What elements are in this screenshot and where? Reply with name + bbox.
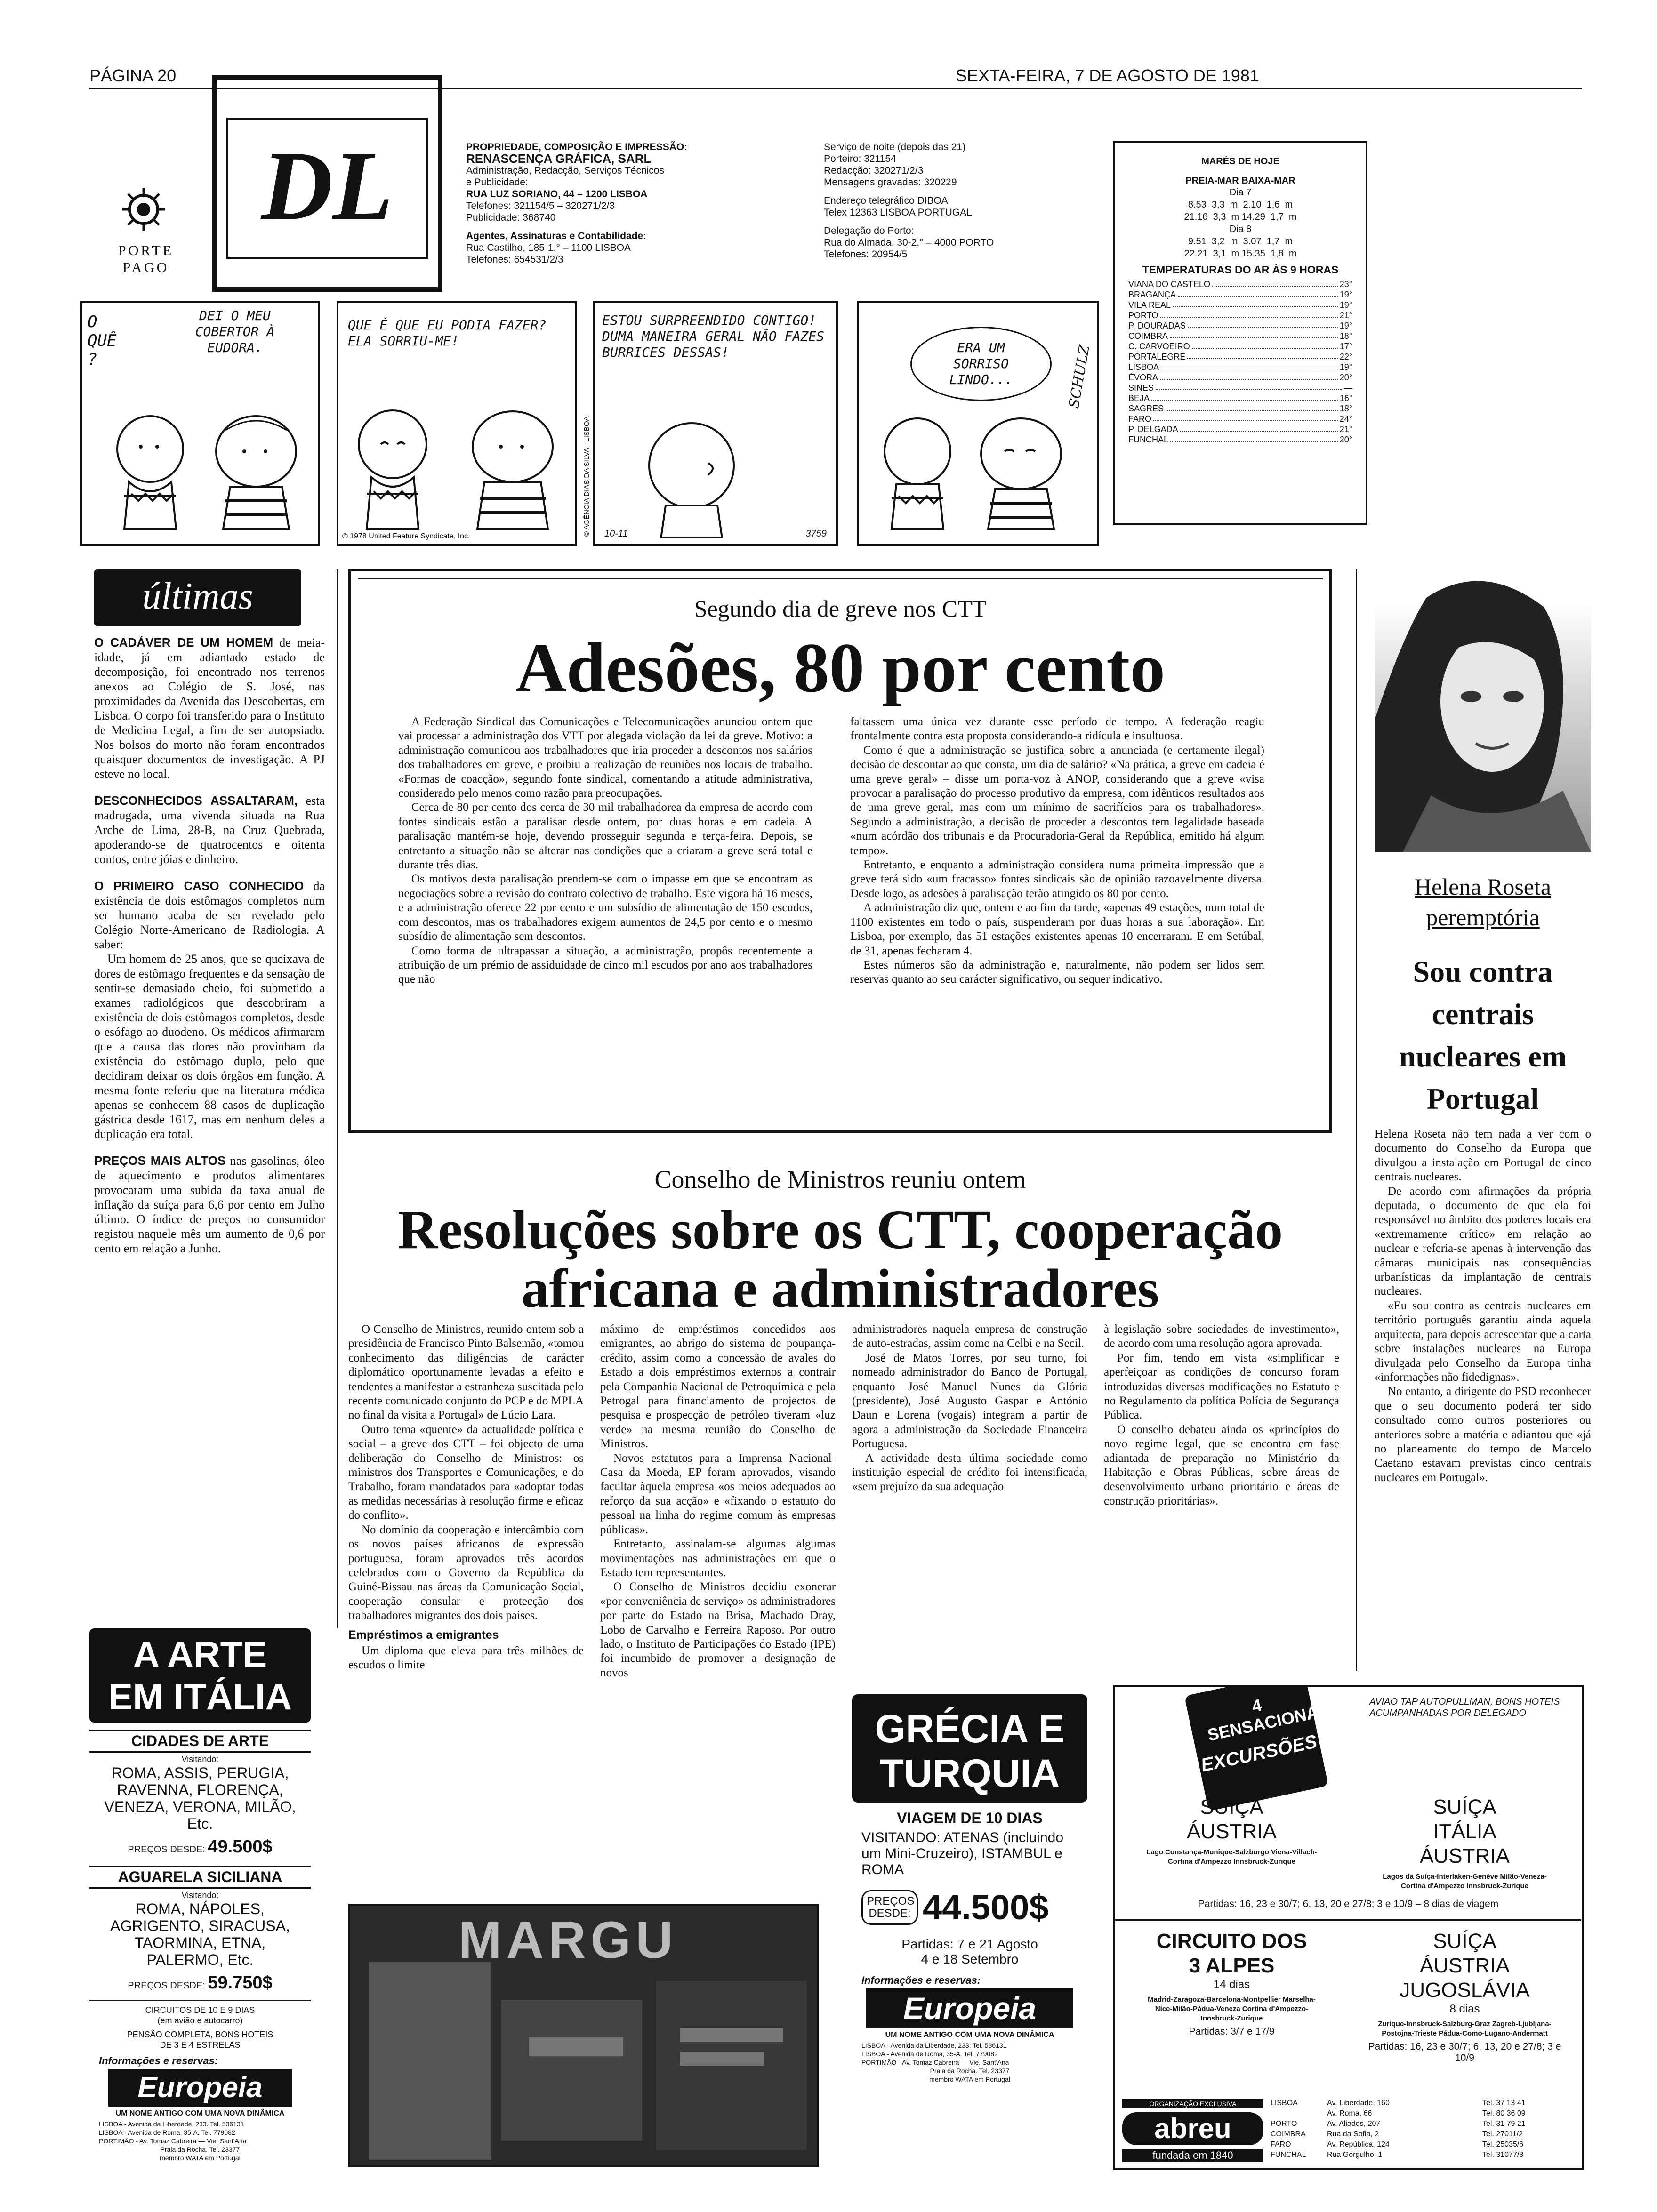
mast-line: Delegação do Porto:: [824, 225, 914, 236]
tour-desc: Madrid-Zaragoza-Barcelona-Montpellier Marselha-Nice-Milão-Pádua-Veneza Cortina d'Ampezzo-Innsbruck-Zurique: [1148, 1996, 1316, 2022]
tour-title: SUÍÇA ÁUSTRIA: [1187, 1795, 1277, 1843]
temp-city: VILA REAL: [1128, 300, 1171, 310]
tour-title: SUÍÇA ÁUSTRIA JUGOSLÁVIA: [1400, 1930, 1530, 2002]
ad-grecia-turquia: [852, 1694, 1087, 2170]
ad-badge-text: 4 SENSACIONAIS: [1206, 1695, 1336, 1745]
ad-price-label: PREÇOS DESDE:: [861, 1890, 918, 1925]
photo-helena-roseta: [1375, 569, 1591, 852]
temp-city: SINES: [1128, 383, 1154, 393]
temp-row: [1128, 434, 1352, 445]
speech-bubble: ESTOU SURPREENDIDO CONTIGO! DUMA MANEIRA GERAL NÃO FAZES BURRICES DESSAS!: [602, 313, 825, 360]
ultimas-item: [94, 1154, 325, 1256]
mast-line: Porteiro: 321154: [824, 153, 896, 164]
paragraph: Os motivos desta paralisação prendem-se com o impasse em que se encontram as negociações sobre a revisão do contrato colectivo de trabalho. Este vigora há 16 meses, e a administração oferece 22 por cento e um subsídio de alimentação de 150 escudos, com descontos, mas os trabalhadores exigem aumentos de 24,5 por cento e o mesmo subsídio de alimentação sem descontos.: [398, 873, 812, 943]
temp-value: 20°: [1339, 435, 1352, 444]
office-city: PORTO: [1271, 2120, 1297, 2128]
temp-row: [1128, 341, 1352, 352]
dot-leader: [1187, 352, 1337, 359]
temp-row: [1128, 331, 1352, 341]
dot-leader: [1160, 372, 1338, 380]
temp-row: [1128, 424, 1352, 434]
story2-headline: Resoluções sobre os CTT, cooperação africana e administradores: [397, 1199, 1283, 1319]
temp-city: FUNCHAL: [1128, 435, 1169, 444]
temp-value: 16°: [1339, 393, 1352, 403]
office-phone: Tel. 31077/8: [1482, 2151, 1524, 2159]
ultimas-column: [94, 635, 325, 1256]
tide-row: 22.21 3,1 m 15.35 1,8 m: [1184, 248, 1297, 259]
temperature-list: [1128, 279, 1352, 445]
ad-margu-title: MARGU: [458, 1911, 678, 1969]
temp-row: [1128, 300, 1352, 310]
temp-row: [1128, 372, 1352, 383]
paragraph: A administração diz que, ontem e ao fim da tarde, «apenas 49 estações, num total de 1100 existentes em todo o país, suspenderam por duas horas a sua laboração». Em Lisboa, por exemplo, das 51 estações existentes apenas 10 encerraram. E em Setúbal, de 31, apenas fecharam 4.: [850, 901, 1264, 957]
office-phone: Tel. 37 13 41: [1482, 2099, 1526, 2107]
ad-section-title: CIDADES DE ARTE: [89, 1730, 311, 1753]
ad-member: membro WATA em Portugal: [160, 2154, 241, 2162]
office-phone: Tel. 80 36 09: [1482, 2109, 1526, 2117]
linus-figure: [211, 411, 301, 534]
tide-row: 9.51 3,2 m 3.07 1,7 m: [1188, 236, 1293, 247]
mast-line: Administração, Redacção, Serviços Técnicos: [466, 165, 664, 176]
column-rule: [337, 569, 338, 1628]
weather-box: [1113, 141, 1367, 525]
office-address: Av. Aliados, 207: [1327, 2120, 1381, 2128]
paragraph: O conselho debateu ainda os «princípios do novo regime legal, que se encontra em fase adiantada de preparação no Ministério da Habitação e Obras Públicas, sobre áreas de desenvolvimento urbano prioritário e áreas de construção prioritárias».: [1104, 1423, 1339, 1507]
office-city: [1271, 2108, 1327, 2119]
office-row: [1271, 2150, 1577, 2160]
tour-departures: Partidas: 3/7 e 17/9: [1189, 2026, 1275, 2037]
office-city: LISBOA: [1271, 2099, 1298, 2107]
mast-line: Rua do Almada, 30-2.° – 4000 PORTO: [824, 237, 994, 248]
ad-abreu-excursoes: [1113, 1685, 1584, 2170]
temp-value: 19°: [1339, 362, 1352, 372]
temp-row: [1128, 362, 1352, 372]
ad-visiting: VISITANDO: ATENAS (incluindo um Mini-Cruzeiro), ISTAMBUL e ROMA: [861, 1830, 1064, 1877]
dot-leader: [1170, 434, 1338, 442]
ad-info: Informações e reservas:: [861, 1974, 981, 1986]
temp-value: 18°: [1339, 331, 1352, 341]
paragraph: O Conselho de Ministros decidiu exonerar «por conveniência de serviço» os administradores por parte do Estado na Brisa, Machado Dray, Lobo de Carvalho e Ferreira Raposo. Por outro lado, o Instituto de Participações do Estado (IPE) foi incumbido de promover a designação de novos: [600, 1580, 836, 1679]
tide-row: Dia 8: [1229, 224, 1252, 234]
paragraph: administradores naquela empresa de construção de auto-estradas, assim como na Celbi e na Secil.: [852, 1323, 1087, 1350]
page-date: SEXTA-FEIRA, 7 DE AGOSTO DE 1981: [956, 66, 1259, 85]
ad-title: A ARTE: [133, 1634, 267, 1675]
ad-cities: ROMA, NÁPOLES, AGRIGENTO, SIRACUSA, TAORMINA, ETNA, PALERMO, Etc.: [110, 1900, 290, 1968]
ultimas-lead: DESCONHECIDOS ASSALTARAM,: [94, 793, 298, 808]
ad-price-row: [89, 1973, 311, 1993]
temp-city: FARO: [1128, 414, 1152, 424]
ultimas-lead: PREÇOS MAIS ALTOS: [94, 1154, 226, 1168]
office-row: [1271, 2140, 1577, 2150]
dot-leader: [1153, 414, 1338, 421]
paragraph: O Conselho de Ministros, reunido ontem sob a presidência de Francisco Pinto Balsemão, «tomou conhecimento das diligências de carácter diplomático oportunamente levadas a efeito e tendentes a manifestar a estranheza suscitada pelo recente comunicado conjunto do PCP e do MPLA no final da visita a Portugal» de Lúcio Lara.: [348, 1323, 584, 1422]
ad-visiting: Visitando:: [181, 1755, 219, 1764]
tides-subtitle: PREIA-MAR BAIXA-MAR: [1185, 176, 1295, 186]
ad-price: 44.500$: [923, 1888, 1049, 1927]
story-cttt-strike: [348, 569, 1332, 1133]
column-rule: [1356, 569, 1357, 1671]
comic-date-mark: 10-11: [604, 529, 628, 539]
tour-desc: Lagos da Suíça-Interlaken-Genève Milão-Veneza-Cortina d'Ampezzo Innsbruck-Zurique: [1383, 1873, 1547, 1890]
dl-logo: DL: [261, 131, 393, 240]
charlie-brown-figure: [637, 421, 746, 538]
ultimas-text: de meia-idade, já em adiantado estado de decomposição, foi encontrado nos terrenos anexos ao Colégio de S. José, nas proximidades da Avenida das Descobertas, em Lisboa. O corpo foi transferido para o Instituto de Medicina Legal, a fim de ser autopsiado. Nos bolsos do morto não foram encontrados quaisquer documentos de investigação. A PJ esteve no local.: [94, 636, 325, 781]
ad-badge-text: EXCURSÕES: [1199, 1731, 1319, 1776]
office-city: FARO: [1271, 2140, 1291, 2148]
dot-leader: [1173, 300, 1338, 307]
office-address: Av. Roma, 66: [1327, 2109, 1372, 2117]
ad-body: [852, 1810, 1087, 2085]
ad-pension: DE 3 E 4 ESTRELAS: [160, 2040, 241, 2050]
tides-title: MARÉS DE HOJE: [1201, 156, 1279, 167]
ad-trip: VIAGEM DE 10 DIAS: [897, 1810, 1043, 1827]
paragraph: No entanto, a dirigente do PSD reconhecer que o seu documento poderá ter sido consultado como outros posteriores ou anteriores sobre a matéria e adiantou que «já no planeamento do tempo de Marcelo Caetano estavam previstas cinco centrais nucleares em Portugal».: [1375, 1385, 1591, 1484]
comic-panel-4: [857, 301, 1099, 546]
paragraph: máximo de empréstimos concedidos aos emigrantes, ao abrigo do sistema de poupança-crédito, assim como a concessão de avales do Estado a dois empréstimos externos a contrair pela Companhia Nacional de Petroquímica e pela Petrogal para financiamento de projectos de pesquisa e prospecção de petróleo tiveram «luz verde» na mesma reunião do Conselho de Ministros.: [600, 1323, 836, 1451]
tide-row: 21.16 3,3 m 14.29 1,7 m: [1184, 212, 1297, 222]
dot-leader: [1156, 383, 1342, 390]
paragraph: A actividade desta última sociedade como instituição especial de crédito foi intensificada, «sem prejuízo da sua adequação: [852, 1451, 1087, 1493]
temp-city: P. DOURADAS: [1128, 321, 1186, 330]
mast-line: PROPRIEDADE, COMPOSIÇÃO E IMPRESSÃO:: [466, 142, 688, 152]
mast-line: RENASCENÇA GRÁFICA, SARL: [466, 152, 652, 166]
mast-line: Endereço telegráfico DIBOA: [824, 195, 948, 206]
temp-row: [1128, 383, 1352, 393]
paragraph: Um diploma que eleva para três milhões de escudos o limite: [348, 1644, 584, 1672]
story1-col1: [398, 715, 812, 1124]
mast-line: RUA LUZ SORIANO, 44 – 1200 LISBOA: [466, 189, 648, 200]
comic-panel-2: [337, 301, 577, 546]
abreu-org: ORGANIZAÇÃO EXCLUSIVA: [1122, 2099, 1263, 2108]
temp-row: [1128, 310, 1352, 321]
europeia-logo: Europeia: [866, 1988, 1073, 2028]
comic-agency: © AGÊNCIA DIAS DA SILVA - LISBOA: [583, 416, 591, 537]
ad-arte-italia: [89, 1628, 311, 2170]
ad-body: [89, 1730, 311, 2164]
comic-panel-1: [80, 301, 320, 546]
mast-line: e Publicidade:: [466, 177, 528, 188]
tour-title: CIRCUITO DOS 3 ALPES: [1156, 1930, 1307, 1977]
ultimas-title: últimas: [142, 576, 253, 617]
tour-title: SUÍÇA ITÁLIA ÁUSTRIA: [1420, 1795, 1510, 1867]
paragraph: Cerca de 80 por cento dos cerca de 30 mil trabalhadorea da empresa de acordo com fontes sindicais estão a paralisar desde ontem, por duas horas e em cadeia. A paralisação mantém-se hoje, devendo prosseguir segunda e terça-feira. Depois, se entretanto a situação não se alterar nas condições que a criaram a greve será total e durante três dias.: [398, 801, 812, 872]
mast-line: Rua Castilho, 185-1.° – 1100 LISBOA: [466, 242, 631, 253]
office-phone: Tel. 31 79 21: [1482, 2120, 1526, 2128]
temp-value: 23°: [1339, 280, 1352, 289]
ultimas-text: esta madrugada, uma vivenda situada na Rua Arche de Lima, 28-B, na Cruz Quebrada, apoderando-se de quatrocentos e oitenta contos, entre jóias e dinheiro.: [94, 794, 325, 866]
office-phone: Tel. 27011/2: [1482, 2130, 1523, 2138]
ad-section-title: AGUARELA SICILIANA: [89, 1866, 311, 1889]
charlie-brown-figure: [353, 407, 433, 534]
comic-strip: [80, 301, 1102, 551]
story3-kicker: peremptória: [1426, 904, 1540, 930]
dot-leader: [1166, 403, 1338, 411]
office-address: Rua da Sofia, 2: [1327, 2130, 1379, 2138]
porte-pago: PORTE PAGO: [118, 243, 174, 275]
ad-member: membro WATA em Portugal: [929, 2076, 1010, 2083]
mast-line: Publicidade: 368740: [466, 212, 556, 223]
paragraph: Novos estatutos para a Imprensa Nacional-Casa da Moeda, EP foram aprovados, visando facultar àquela empresa «os meios adequados ao reforço da sua acção» e «fixando o estatuto do pessoal na linha do regime comum às empresas públicas».: [600, 1451, 836, 1536]
temp-value: 20°: [1339, 373, 1352, 382]
story1-col2: [850, 715, 1264, 1124]
ultimas-text: da existência de dois estômagos completos num ser humano acaba de ser revelado pelo Colégio Norte-Americano de Radiologia. A saber:: [94, 879, 325, 951]
speech-bubble: DEI O MEU COBERTOR À EUDORA.: [195, 308, 275, 355]
paragraph: Entretanto, assinalam-se algumas algumas movimentações nas administrações em que o Estado tem representantes.: [600, 1538, 836, 1579]
story2-col2: [600, 1322, 836, 1883]
paragraph: Estes números são da administração e, naturalmente, não podem ser lidos sem reservas quanto ao seu carácter significativo, ou sequer indicativo.: [850, 958, 1264, 986]
speech-bubble: ERA UM SORRISO LINDO...: [910, 327, 1052, 401]
ad-address: LISBOA - Avenida de Roma, 35-A. Tel. 779082: [861, 2050, 998, 2058]
paragraph: Helena Roseta não tem nada a ver com o documento do Conselho da Europa que divulgou a instalação em Portugal de cinco centrais nucleares.: [1375, 1128, 1591, 1184]
temp-row: [1128, 393, 1352, 403]
temp-row: [1128, 289, 1352, 300]
dot-leader: [1192, 341, 1338, 349]
speech-bubble: QUE É QUE EU PODIA FAZER? ELA SORRIU-ME!: [348, 317, 547, 349]
temp-city: BEJA: [1128, 393, 1150, 403]
ad-top-note: AVIAO TAP AUTOPULLMAN, BONS HOTEIS ACUMPANHADAS POR DELEGADO: [1369, 1697, 1560, 1718]
office-address: Rua Gorgulho, 1: [1327, 2151, 1383, 2159]
paragraph: Entretanto, e enquanto a administração considera numa primeira impressão que a greve terá sido «um fracasso» fontes sindicais são de opinião razoavelmente diversa. Desde logo, as adesões à paralisação terão atingido os 80 por cento.: [850, 858, 1264, 900]
ad-address: LISBOA - Avenida de Roma, 35-A. Tel. 779082: [99, 2129, 235, 2136]
office-row: [1271, 2108, 1577, 2119]
temp-value: 18°: [1339, 404, 1352, 413]
masthead-info-col2: [824, 141, 1087, 260]
temp-row: [1128, 414, 1352, 424]
dot-leader: [1212, 279, 1338, 287]
temp-city: SAGRES: [1128, 404, 1164, 413]
ultimas-item: [94, 952, 325, 1141]
ad-departures: 4 e 18 Setembro: [921, 1952, 1019, 1966]
story2-kicker: Conselho de Ministros reuniu ontem: [654, 1165, 1026, 1194]
ad-price: 59.750$: [208, 1973, 273, 1993]
comic-number: 3759: [805, 529, 827, 539]
office-row: [1271, 2098, 1577, 2108]
dot-leader: [1151, 393, 1338, 401]
paragraph: Como forma de ultrapassar a situação, a administração, propôs recentemente a atribuição de um prémio de assiduidade de cinco mil escudos por ano aos trabalhadores que não: [398, 944, 812, 986]
ultimas-text: Um homem de 25 anos, que se queixava de dores de estômago frequentes e da sensação de sentir-se demasiado cheio, foi submetido a exames radiológicos que descobriram a existência de dois estômagos completos, desde o esófago ao duodeno. Os médicos afirmaram que a causa das dores não provinham da existência do estômago duplo, pelo que decidiram deixar os dois órgãos em função. A mesma fonte referiu que na literatura médica apenas se conhecem 88 casos de duplicação gástrica desde 1617, mas em nenhum deles a duplicação era total.: [94, 952, 325, 1141]
temp-city: P. DELGADA: [1128, 425, 1178, 434]
linus-figure: [466, 407, 560, 534]
paragraph: faltassem uma única vez durante esse período de tempo. A federação reagiu frontalmente contra esta proposta considerando-a ridícula e insultuosa.: [850, 715, 1264, 743]
temp-city: PORTALEGRE: [1128, 352, 1186, 361]
mast-line: Agentes, Assinaturas e Contabilidade:: [466, 231, 647, 241]
temp-value: 24°: [1339, 414, 1352, 424]
abreu-offices: [1271, 2098, 1577, 2160]
paragraph: José de Matos Torres, por seu turno, foi nomeado administrador do Banco de Portugal, enquanto José Manuel Nunes da Glória (presidente), José Augusto Gaspar e António Daun e Lorena (vogais) integram a partir de agora a administração da Sociedade Financeira Portuguesa.: [852, 1351, 1087, 1451]
ad-price: 49.500$: [208, 1837, 273, 1857]
abreu-founded: fundada em 1840: [1122, 2149, 1263, 2162]
ad-info: Informações e reservas:: [99, 2055, 218, 2067]
mast-line: Telefones: 20954/5: [824, 249, 908, 260]
abreu-footer: [1115, 2096, 1582, 2167]
temp-value: 19°: [1339, 300, 1352, 310]
office-city: COIMBRA: [1271, 2130, 1306, 2138]
tour-desc: Lago Constança-Munique-Salzburgo Viena-Villach-Cortina d'Ampezzo Innsbruck-Zurique: [1146, 1848, 1317, 1866]
office-row: [1271, 2119, 1577, 2129]
tour-desc: Zurique-Innsbruck-Salzburg-Graz Zagreb-Ljubljana-Postojna-Trieste Pádua-Como-Lugano-Andermatt: [1378, 2020, 1552, 2037]
temp-value: 21°: [1339, 425, 1352, 434]
story1-headline: Adesões, 80 por cento: [515, 629, 1166, 707]
charlie-brown-figure: [877, 414, 957, 531]
speech-bubble: O QUÊ ?: [88, 313, 117, 369]
temp-row: [1128, 352, 1352, 362]
seal-icon: [120, 186, 167, 233]
mast-line: Redacção: 320271/2/3: [824, 165, 924, 176]
ad-address: Praia da Rocha. Tel. 23377: [160, 2146, 240, 2153]
subheading: Empréstimos a emigrantes: [348, 1628, 499, 1642]
story1-kicker: Segundo dia de greve nos CTT: [694, 595, 987, 622]
tour-departures: Partidas: 16, 23 e 30/7; 6, 13, 20 e 27/8; 3 e 10/9: [1368, 2041, 1561, 2063]
story2-col1: [348, 1322, 584, 1883]
ad-margu: [348, 1904, 819, 2167]
temp-value: 19°: [1339, 290, 1352, 299]
ultimas-item: [94, 635, 325, 781]
paragraph: Por fim, tendo em vista «simplificar e aperfeiçoar as condições de concurso foram introduzidas diversas modificações no Estatuto e no Regulamento da política Polícia de Segurança Pública.: [1104, 1351, 1339, 1422]
office-city: FUNCHAL: [1271, 2151, 1306, 2159]
office-address: Av. República, 124: [1327, 2140, 1390, 2148]
temp-row: [1128, 403, 1352, 414]
temp-value: 21°: [1339, 311, 1352, 320]
temp-city: BRAGANÇA: [1128, 290, 1176, 299]
ad-address: LISBOA - Avenida da Liberdade, 233. Tel. 536131: [861, 2042, 1007, 2049]
dot-leader: [1188, 321, 1338, 328]
paragraph: Outro tema «quente» da actualidade política e social – a greve dos CTT – foi objecto de uma deliberação do Conselho de Ministros: os ministros dos Transportes e Comunicações, e do Trabalho, foram mandatados para «adoptar todas as medidas necessárias à resolução firme e eficaz do conflito».: [348, 1423, 584, 1522]
paragraph: «Eu sou contra as centrais nucleares em território português garantiu ainda aquela arquitecta, para depois acrescentar que a carta sobre instalações nucleares na Europa divulgada pelo Conselho da Europa tinha «informações não fidedignas».: [1375, 1299, 1591, 1384]
tour-days: 8 dias: [1449, 2003, 1480, 2015]
temp-row: [1128, 279, 1352, 289]
ad-pension: PENSÃO COMPLETA, BONS HOTEIS: [127, 2030, 273, 2039]
ad-circuits: (em avião e autocarro): [157, 2016, 243, 2025]
ad-address: PORTIMÃO - Av. Tomaz Cabreira — Vie. Sant'Ana: [99, 2137, 247, 2145]
ad-visiting: Visitando:: [181, 1891, 219, 1900]
tide-row: Dia 7: [1229, 187, 1252, 198]
tour-days: 14 dias: [1213, 1978, 1250, 1991]
story3-kicker: Helena Roseta: [1414, 874, 1552, 900]
mast-line: Telefones: 321154/5 – 320271/2/3: [466, 200, 615, 211]
dot-leader: [1170, 331, 1338, 338]
office-row: [1271, 2129, 1577, 2140]
story2-col3: [852, 1322, 1087, 1666]
masthead-info-col1: [466, 141, 805, 265]
ad-departures: Partidas: 7 e 21 Agosto: [901, 1937, 1038, 1951]
ultimas-lead: O CADÁVER DE UM HOMEM: [94, 635, 273, 649]
temp-city: C. CARVOEIRO: [1128, 342, 1190, 351]
mast-line: Mensagens gravadas: 320229: [824, 177, 957, 188]
ad-title: TURQUIA: [879, 1751, 1060, 1795]
temp-value: 17°: [1339, 342, 1352, 351]
temp-value: 22°: [1339, 352, 1352, 361]
temp-city: PORTO: [1128, 311, 1158, 320]
temp-value: 19°: [1339, 321, 1352, 330]
temp-city: LISBOA: [1128, 362, 1159, 372]
ad-circuits: CIRCUITOS DE 10 E 9 DIAS: [145, 2005, 255, 2015]
ad-title: GRÉCIA E: [875, 1707, 1065, 1751]
paragraph: Como é que a administração se justifica sobre a anunciada (e certamente ilegal) decisão de descontar ao que consta, um dia de salário? «Na prática, a greve em cadeia é uma greve geral» – disse um porta-voz à ANOP, considerando que a greve «visa provocar a paralisação do processo produtivo da empresa, com idênticos resultados aos de uma greve geral, mas com um mínimo de sacrifícios para os trabalhadores». Segundo a administração, a decisão de proceder a descontos tem legalidade baseada «num acórdão dos tribunais e da Procuradoria-Geral da República, emitido há algum tempo».: [850, 744, 1264, 857]
paragraph: De acordo com afirmações da própria deputada, o documento de que ela foi responsável no âmbito dos poderes locais era «extremamente crítico» em relação ao nuclear e referia-se apenas à intervenção das câmaras municipais nas consequências urbanísticas da implantação de centrais nucleares.: [1375, 1185, 1591, 1298]
dot-leader: [1180, 424, 1338, 432]
tour-card: [1115, 1795, 1581, 2064]
ultimas-lead: O PRIMEIRO CASO CONHECIDO: [94, 879, 304, 893]
ad-price-row: [861, 1887, 1078, 1927]
ad-address: LISBOA - Avenida da Liberdade, 233. Tel. 536131: [99, 2120, 244, 2128]
story3-body: [1375, 1127, 1591, 1673]
tour-departures: Partidas: 16, 23 e 30/7; 6, 13, 20 e 27/8; 3 e 10/9 – 8 dias de viagem: [1198, 1899, 1499, 1909]
comic-signature: SCHULZ: [1066, 344, 1094, 410]
office-phone: Tel. 25035/6: [1482, 2140, 1524, 2148]
ad-slogan: UM NOME ANTIGO COM UMA NOVA DINÂMICA: [115, 2109, 285, 2117]
ultimas-text: nas gasolinas, óleo de aquecimento e produtos alimentares provocaram uma subida da taxa anual de inflação da suíça para 6,6 por cento em Julho último. O índice de preços no consumidor registou naquele mês um aumento de 0,6 por cento em relação a Junho.: [94, 1154, 325, 1255]
paragraph: No domínio da cooperação e intercâmbio com os novos países africanos de expressão portuguesa, foram aprovados três acordos celebrados com o Governo da República da Guiné-Bissau nas áreas da Comunicação Social, cooperação consular e protecção dos trabalhadores migrantes dos dois países.: [348, 1523, 584, 1622]
abreu-logo: abreu: [1122, 2112, 1263, 2145]
mast-line: Serviço de noite (depois das 21): [824, 142, 966, 152]
ad-price-row: [89, 1837, 311, 1857]
temp-row: [1128, 321, 1352, 331]
office-address: Av. Liberdade, 160: [1327, 2099, 1390, 2107]
comic-copyright: © 1978 United Feature Syndicate, Inc.: [342, 532, 470, 540]
story3-headline: Sou contra centrais nucleares em Portugal: [1399, 955, 1567, 1115]
tide-row: 8.53 3,3 m 2.10 1,6 m: [1188, 200, 1293, 210]
ad-title: EM ITÁLIA: [108, 1676, 292, 1717]
ultimas-item: [94, 793, 325, 866]
temp-value: —: [1344, 383, 1352, 393]
comic-panel-3: [593, 301, 838, 546]
ultimas-item: [94, 879, 325, 952]
temp-city: COIMBRA: [1128, 331, 1168, 341]
dot-leader: [1160, 310, 1337, 318]
temp-city: VIANA DO CASTELO: [1128, 280, 1211, 289]
story2-col4: [1104, 1322, 1339, 1666]
paragraph: à legislação sobre sociedades de investimento», de acordo com uma resolução agora aprovada.: [1104, 1323, 1339, 1350]
temp-title: TEMPERATURAS DO AR ÀS 9 HORAS: [1142, 264, 1339, 276]
ad-slogan: UM NOME ANTIGO COM UMA NOVA DINÂMICA: [885, 2031, 1054, 2039]
charlie-brown-figure: [110, 411, 190, 534]
ad-address: PORTIMÃO - Av. Tomaz Cabreira — Vie. Sant'Ana: [861, 2059, 1009, 2066]
logo-frame: [212, 75, 442, 292]
temp-city: ÉVORA: [1128, 373, 1158, 382]
linus-figure: [976, 414, 1066, 531]
europeia-logo: Europeia: [108, 2069, 292, 2107]
paragraph: A Federação Sindical das Comunicações e Telecomunicações anunciou ontem que vai processar a administração dos VTT por alegada violação da lei da greve. Motivo: a administração comunicou aos trabalhadores que iria proceder a descontos nos salários dos trabalhadores em greve, e proibiu a realização de reuniões nos locais de trabalho. «Formas de coacção», segundo fonte sindical, comentando a atitude administrativa, considerado pelo menos como razão para preocupações.: [398, 715, 812, 800]
dot-leader: [1178, 289, 1338, 297]
ad-address: Praia da Rocha. Tel. 23377: [930, 2067, 1010, 2075]
ad-cities: ROMA, ASSIS, PERUGIA, RAVENNA, FLORENÇA, VENEZA, VERONA, MILÃO, Etc.: [104, 1764, 296, 1832]
ad-price-label: PREÇOS DESDE:: [128, 1980, 205, 1991]
mast-line: Telefones: 654531/2/3: [466, 254, 563, 265]
mast-line: Telex 12363 LISBOA PORTUGAL: [824, 207, 972, 218]
ad-price-label: PREÇOS DESDE:: [128, 1844, 205, 1855]
page-number: PÁGINA 20: [89, 66, 177, 85]
dot-leader: [1161, 362, 1338, 369]
